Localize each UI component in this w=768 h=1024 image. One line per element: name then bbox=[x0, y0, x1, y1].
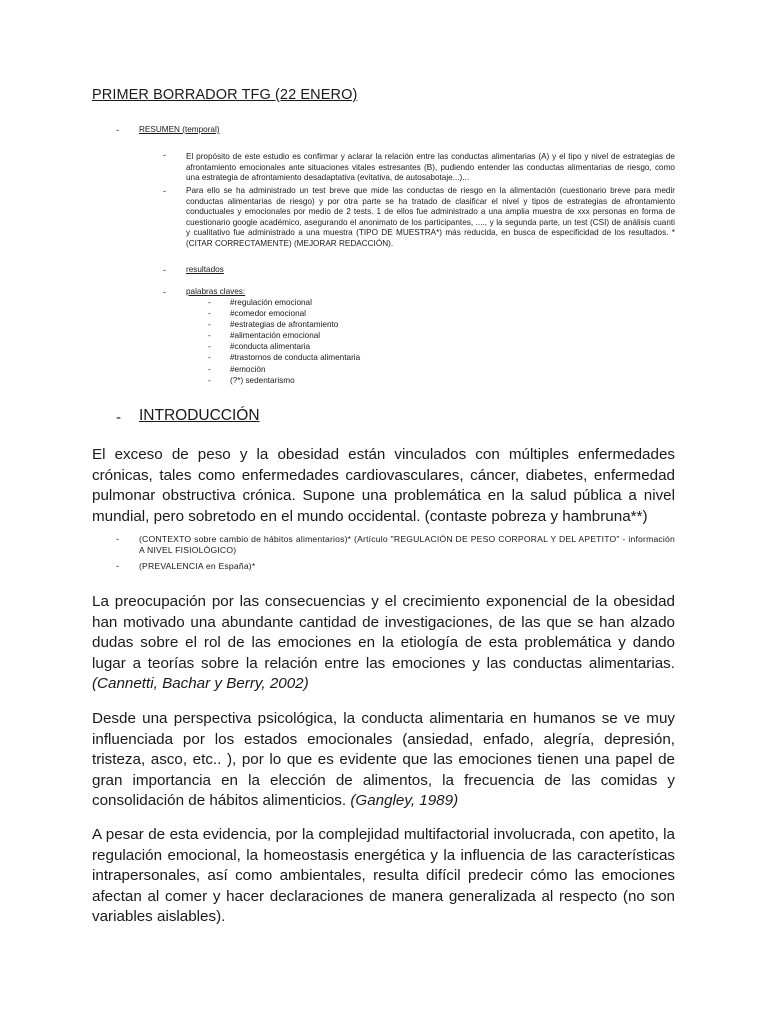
resultados-label: resultados bbox=[186, 265, 224, 274]
document-title: PRIMER BORRADOR TFG (22 ENERO) bbox=[92, 87, 358, 103]
bullet-dash: - bbox=[208, 298, 211, 307]
keyword-text: #alimentación emocional bbox=[230, 331, 321, 341]
keyword-text: #estrategias de afrontamiento bbox=[230, 320, 339, 330]
keyword-text: #regulación emocional bbox=[230, 298, 312, 307]
citation: (Gangley, 1989) bbox=[350, 792, 459, 810]
bullet-dash: - bbox=[208, 342, 211, 352]
keyword-text: #emoción bbox=[230, 364, 266, 374]
resumen-paragraph-1: El propósito de este estudio es confirmar y aclarar la relación entre las conductas alimentarias (A) y el tipo y nivel de estrategias de afrontamiento emocionales ante situaciones vitales estresantes (B), pudiendo entender las conductas alimentarias de riesgo, como una estrategia de afrontamiento desadaptativa (evitativa, de autosabotaje...)... bbox=[186, 152, 675, 183]
bullet-dash: - bbox=[116, 125, 119, 135]
bullet-dash: - bbox=[208, 353, 211, 363]
bullet-dash: - bbox=[163, 150, 166, 160]
keyword-item bbox=[208, 342, 360, 353]
keywords-label: palabras claves: bbox=[186, 287, 246, 296]
bullet-dash: - bbox=[163, 287, 166, 297]
bullet-dash: - bbox=[208, 364, 211, 374]
bullet-dash: - bbox=[116, 409, 121, 426]
intro-paragraph-1: El exceso de peso y la obesidad están vinculados con múltiples enfermedades crónicas, tales como enfermedades cardiovasculares, cáncer, diabetes, enfermedad pulmonar obstructiva crónica. Supone una problemática en la salud pública a nivel mundial, pero sobretodo en el mundo occidental. (contaste pobreza y hambruna**) bbox=[92, 446, 675, 525]
bullet-dash: - bbox=[208, 331, 211, 341]
paragraph-text: Desde una perspectiva psicológica, la conducta alimentaria en humanos se ve muy influenciada por los estados emocionales (ansiedad, enfado, alegría, depresión, tristeza, asco, etc.. ), por lo que es evidente que las emociones tienen una papel de gran importancia en la elección de alimentos, la frecuencia de las comidas y consolidación de hábitos alimenticios. bbox=[92, 710, 675, 810]
bullet-dash: - bbox=[208, 320, 211, 330]
keyword-text: (?*) sedentarismo bbox=[230, 375, 295, 385]
keyword-item bbox=[208, 376, 360, 387]
section-heading-introduccion: INTRODUCCIÓN bbox=[139, 407, 260, 424]
paragraph-text: La preocupación por las consecuencias y el crecimiento exponencial de la obesidad han motivado una abundante cantidad de investigaciones, de las que se han alzado dudas sobre el rol de las emociones en la etiología de esta problemática y dando lugar a teorías sobre la relación entre las emociones y las conductas alimentarias. bbox=[92, 593, 675, 672]
keyword-text: #trastornos de conducta alimentaria bbox=[230, 353, 361, 363]
resumen-paragraph-2: Para ello se ha administrado un test breve que mide las conductas de riesgo en la alimentación (cuestionario breve para medir conductas alimentarias de riesgo) y por otra parte se ha tratado de clasificar el nivel y tipos de estrategias de afrontamiento conductuales y emocionales por medio de 2 tests. 1 de ellos fue administrado a una amplia muestra de xxx personas en forma de cuestionario google académico, asegurando el anonimato de los participantes, ...., y la segunda parte, un test (CSI) de análisis cuanti y cualitativo fue administrado a una muestra (TIPO DE MUESTRA*) más reducida, en busca de especificidad de los resultados. *(CITAR CORRECTAMENTE) (MEJORAR REDACCIÓN). bbox=[186, 186, 675, 248]
keyword-text: #comedor emocional bbox=[230, 309, 307, 319]
citation: (Cannetti, Bachar y Berry, 2002) bbox=[92, 675, 309, 693]
keyword-item bbox=[208, 353, 360, 364]
keyword-item bbox=[208, 365, 360, 376]
bullet-dash: - bbox=[208, 375, 211, 385]
prevalence-note: (PREVALENCIA en España)* bbox=[139, 561, 256, 571]
intro-paragraph-3 bbox=[92, 709, 675, 812]
keywords-list bbox=[208, 298, 360, 387]
intro-paragraph-4: A pesar de esta evidencia, por la complejidad multifactorial involucrada, con apetito, la regulación emocional, la homeostasis energética y la influencia de las características intrapersonales, así como ambientales, resulta difícil predecir cómo las emociones afectan al comer y hacer declaraciones de manera generalizada al respecto (no son variables aislables). bbox=[92, 826, 675, 926]
keyword-item bbox=[208, 331, 360, 342]
bullet-dash: - bbox=[208, 309, 211, 319]
bullet-dash: - bbox=[116, 534, 119, 544]
resumen-label: RESUMEN (temporal) bbox=[139, 125, 220, 134]
keyword-item bbox=[208, 309, 360, 320]
keyword-item bbox=[208, 298, 360, 309]
keyword-item bbox=[208, 320, 360, 331]
keyword-text: #conducta alimentaria bbox=[230, 342, 311, 352]
bullet-dash: - bbox=[163, 186, 166, 196]
context-note: (CONTEXTO sobre cambio de hábitos alimentarios)* (Artículo "REGULACIÓN DE PESO CORPORAL Y DEL APETITO" - información A NIVEL FISIOLÓGICO) bbox=[139, 534, 675, 555]
intro-paragraph-2 bbox=[92, 592, 675, 695]
bullet-dash: - bbox=[163, 265, 166, 275]
bullet-dash: - bbox=[116, 561, 119, 571]
